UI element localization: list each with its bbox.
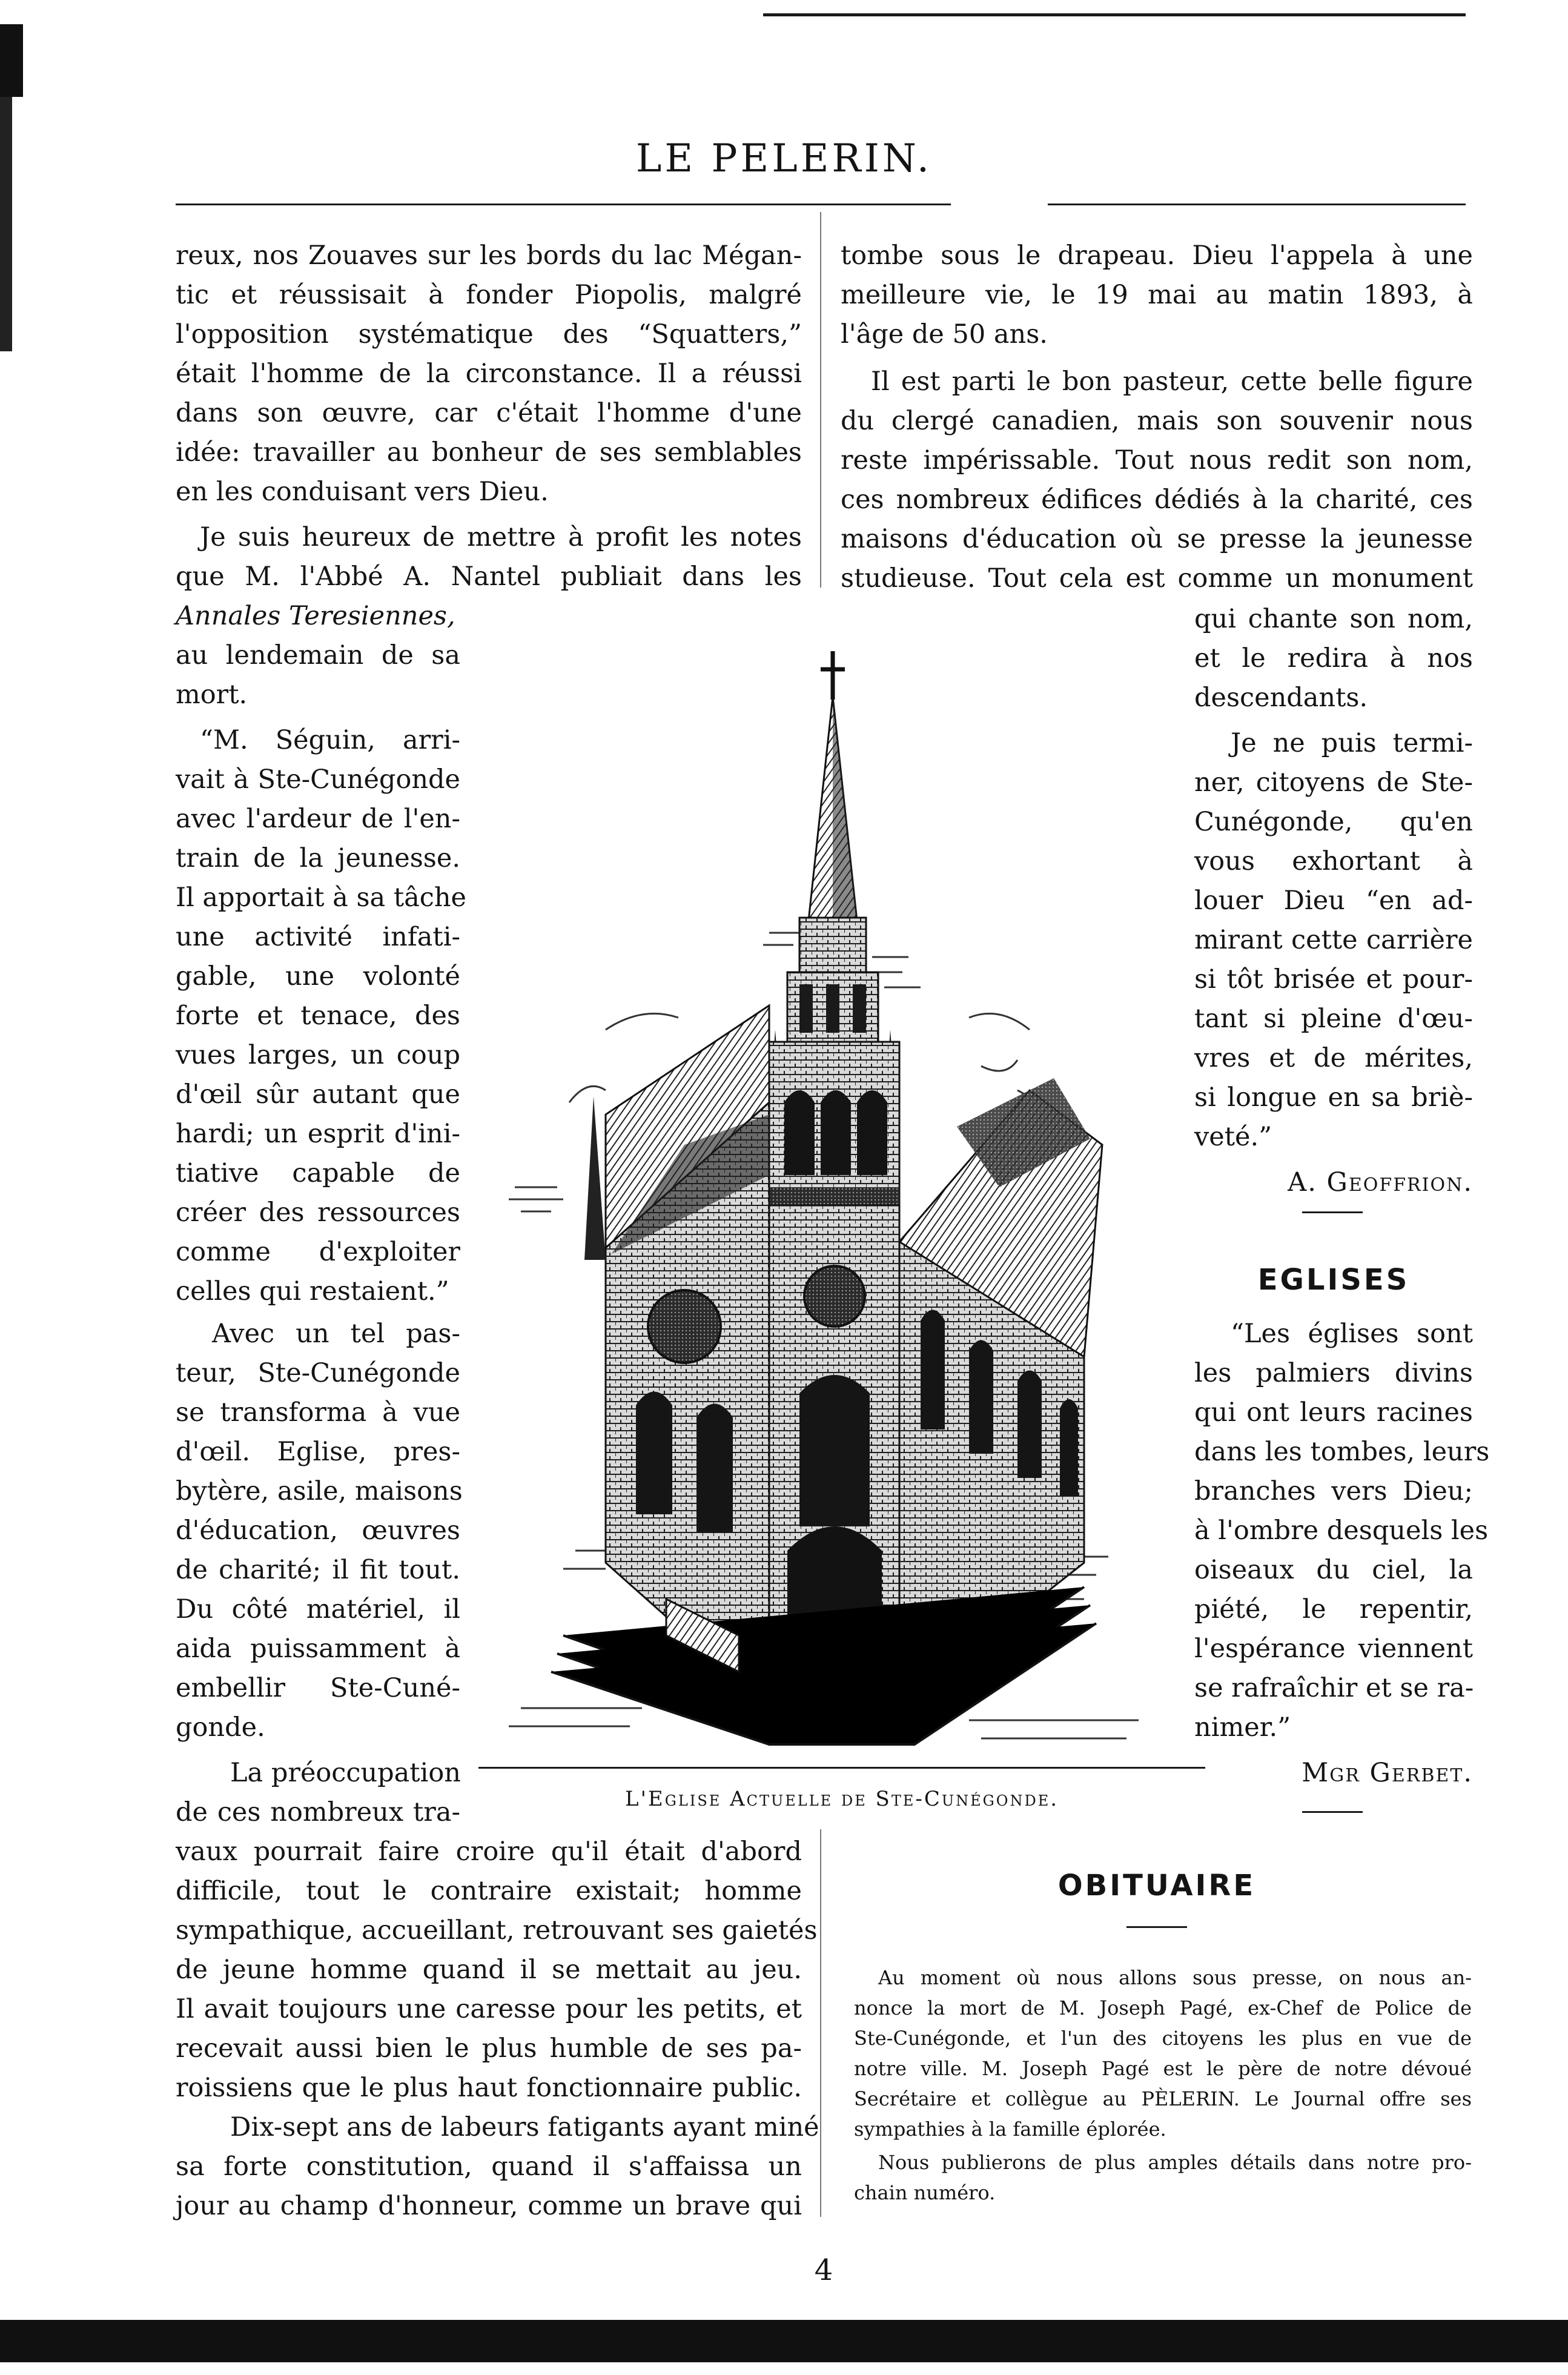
right-column-top-paragraph-1 [841, 236, 1473, 354]
text-line: sa forte constitution, quand il s'affaissa un [176, 2151, 802, 2182]
text-line: gable, une volonté [176, 961, 460, 992]
text-line: tiative capable de [176, 1158, 460, 1188]
column-divider-bottom [820, 1829, 821, 2217]
text-line: d'éducation, œuvres [176, 1515, 460, 1546]
text-line: studieuse. Tout cela est comme un monument [841, 563, 1473, 594]
obituaire-paragraph-2 [854, 2147, 1472, 2208]
text-line: oiseaux du ciel, la [1194, 1555, 1473, 1585]
text-line: tant si pleine d'œu- [1194, 1004, 1473, 1034]
text-line: si tôt brisée et pour- [1194, 964, 1473, 995]
text-line: mirant cette carrière [1194, 925, 1473, 955]
text-line: descendants. [1194, 683, 1368, 713]
eglises-heading: EGLISES [1257, 1263, 1410, 1297]
right-narrow-paragraph-2 [1194, 724, 1473, 1157]
text-line: de ces nombreux tra- [176, 1797, 460, 1827]
text-line: les palmiers divins [1194, 1358, 1473, 1388]
page-number: 4 [814, 2253, 833, 2287]
text-line: La préoccupation [230, 1758, 461, 1788]
text-line: qui ont leurs racines [1194, 1397, 1473, 1428]
church-illustration [485, 642, 1175, 1757]
text-line: reux, nos Zouaves sur les bords du lac Mégan- [176, 240, 802, 271]
text-line: teur, Ste-Cunégonde [176, 1358, 460, 1388]
text-line: vues larges, un coup [176, 1040, 460, 1070]
text-line: au lendemain de sa [176, 640, 460, 671]
signature-rule [1302, 1211, 1363, 1213]
text-line: l'âge de 50 ans. [841, 319, 1048, 349]
text-line: Du côté matériel, il [176, 1594, 460, 1625]
signature-geoffrion: A. Geoffrion. [1288, 1167, 1473, 1197]
text-line: l'espérance viennent [1194, 1634, 1473, 1664]
text-line: d'œil sûr autant que [176, 1079, 460, 1110]
text-line: gonde. [176, 1712, 265, 1743]
text-line: une activité infati- [176, 922, 460, 952]
text-line: vaux pourrait faire croire qu'il était d'abord [176, 1837, 802, 1867]
eglises-end-rule [1302, 1811, 1363, 1813]
annales-title: Annales Teresiennes, [176, 601, 455, 631]
text-line: reste impérissable. Tout nous redit son nom, [841, 445, 1473, 475]
page-header-title: LE PELERIN. [635, 136, 933, 181]
text-line: nimer.” [1194, 1712, 1291, 1743]
text-line: Je ne puis termi- [1231, 728, 1473, 758]
text-line: nonce la mort de M. Joseph Pagé, ex-Chef de Police de [854, 1996, 1472, 2019]
text-line: Nous publierons de plus amples détails dans notre pro- [878, 2151, 1472, 2174]
text-line: Cunégonde, qu'en [1194, 807, 1473, 837]
text-line: de charité; il fit tout. [176, 1555, 460, 1585]
text-line: notre ville. M. Joseph Pagé est le père de notre dévoué [854, 2057, 1472, 2080]
text-line: l'opposition systématique des “Squatters,” [176, 319, 802, 349]
text-line: se transforma à vue [176, 1397, 460, 1428]
church-engraving [485, 642, 1175, 1757]
text-line: roissiens que le plus haut fonctionnaire public. [176, 2073, 802, 2103]
text-line: ces nombreux édifices dédiés à la charité, ces [841, 485, 1473, 515]
text-line: recevait aussi bien le plus humble de ses pa- [176, 2033, 802, 2064]
text-line: tic et réussisait à fonder Piopolis, malgré [176, 280, 802, 310]
text-line: veté.” [1194, 1122, 1272, 1152]
text-line: comme d'exploiter [176, 1237, 460, 1267]
illustration-caption: L'Eglise Actuelle de Ste-Cunégonde. [624, 1787, 1059, 1811]
text-line: “Les églises sont [1231, 1319, 1473, 1349]
text-line: dans les tombes, leurs [1194, 1437, 1490, 1467]
text-line: Avec un tel pas- [212, 1319, 460, 1349]
column-divider-top [820, 212, 821, 588]
text-line: était l'homme de la circonstance. Il a réussi [176, 359, 802, 389]
text-line: Dix-sept ans de labeurs fatigants ayant miné [230, 2112, 819, 2142]
text-line: avec l'ardeur de l'en- [176, 804, 460, 834]
text-line: Au moment où nous allons sous presse, on nous an- [878, 1966, 1472, 1989]
left-column-notes-paragraph [176, 518, 802, 597]
text-line: “M. Séguin, arri- [200, 725, 460, 755]
text-line: et le redira à nos [1194, 643, 1473, 674]
left-narrow-paragraph-3 [176, 1314, 463, 1747]
text-line: de jeune homme quand il se mettait au jeu. [176, 1955, 802, 1985]
text-line: si longue en sa briè- [1194, 1082, 1473, 1113]
text-line: piété, le repentir, [1194, 1594, 1473, 1625]
bottom-border-band [0, 2320, 1568, 2362]
text-line: du clergé canadien, mais son souvenir nous [841, 406, 1473, 436]
text-line: d'œil. Eglise, pres- [176, 1437, 460, 1467]
obituaire-heading: OBITUAIRE [1057, 1869, 1256, 1903]
left-column-top-paragraph [176, 236, 802, 512]
text-line: forte et tenace, des [176, 1001, 460, 1031]
text-line: celles qui restaient.” [176, 1276, 449, 1307]
text-line: difficile, tout le contraire existait; homme [176, 1876, 802, 1906]
text-line: hardi; un esprit d'ini- [176, 1119, 460, 1149]
right-column-top-paragraph-2 [841, 362, 1473, 598]
text-line: créer des ressources [176, 1197, 460, 1228]
text-line: ner, citoyens de Ste- [1194, 767, 1473, 798]
left-narrow-paragraph-1 [176, 636, 460, 715]
text-line: aida puissamment à [176, 1634, 460, 1664]
left-narrow-paragraph-2 [176, 721, 466, 1311]
text-line: sympathique, accueillant, retrouvant ses gaietés [176, 1915, 818, 1946]
eglises-quote [1194, 1314, 1490, 1747]
text-line: meilleure vie, le 19 mai au matin 1893, à [841, 280, 1473, 310]
header-rule-left [176, 204, 951, 205]
text-line: Secrétaire et collègue au PÈLERIN. Le Journal offre ses [854, 2087, 1472, 2110]
text-line: louer Dieu “en ad- [1194, 886, 1473, 916]
text-line: à l'ombre desquels les [1194, 1515, 1489, 1546]
left-edge-mark [0, 24, 23, 97]
text-line: tombe sous le drapeau. Dieu l'appela à une [841, 240, 1473, 271]
obituaire-paragraph-1 [854, 1963, 1472, 2144]
text-line: vous exhortant à [1194, 846, 1473, 876]
text-line: idée: travailler au bonheur de ses semblables [176, 437, 802, 468]
left-bottom-paragraph-1 [176, 1832, 818, 2108]
text-line: branches vers Dieu; [1194, 1476, 1473, 1506]
text-line: maisons d'éducation où se presse la jeunesse [841, 524, 1473, 554]
text-line: bytère, asile, maisons [176, 1476, 463, 1506]
text-line: chain numéro. [854, 2181, 996, 2204]
left-bottom-paragraph-2 [176, 2108, 819, 2226]
obituaire-rule [1126, 1926, 1187, 1928]
header-rule-right [1048, 204, 1466, 205]
text-line: mort. [176, 680, 248, 710]
text-line: train de la jeunesse. [176, 843, 460, 873]
text-line: qui chante son nom, [1194, 604, 1473, 634]
text-line: sympathies à la famille éplorée. [854, 2118, 1166, 2141]
text-line: Il apportait à sa tâche [176, 883, 466, 913]
text-line: Il est parti le bon pasteur, cette belle figure [871, 366, 1473, 397]
text-line: embellir Ste-Cuné- [176, 1673, 460, 1703]
text-line: Je suis heureux de mettre à profit les notes [200, 522, 802, 552]
text-line: se rafraîchir et se ra- [1194, 1673, 1474, 1703]
text-line: Ste-Cunégonde, et l'un des citoyens les plus en vue de [854, 2027, 1472, 2050]
top-border-rule [763, 13, 1466, 16]
text-line: jour au champ d'honneur, comme un brave qui [176, 2191, 802, 2221]
right-narrow-paragraph-1 [1194, 600, 1473, 718]
caption-rule [478, 1767, 1205, 1769]
text-line: dans son œuvre, car c'était l'homme d'une [176, 398, 802, 428]
signature-gerbet: Mgr Gerbet. [1302, 1758, 1473, 1788]
text-line: que M. l'Abbé A. Nantel publiait dans les [176, 561, 802, 592]
text-line: en les conduisant vers Dieu. [176, 477, 549, 507]
text-line: vait à Ste-Cunégonde [176, 764, 460, 795]
text-line: vres et de mérites, [1194, 1043, 1473, 1073]
left-narrow-paragraph-4 [176, 1754, 460, 1832]
text-line: Il avait toujours une caresse pour les petits, et [176, 1994, 802, 2024]
